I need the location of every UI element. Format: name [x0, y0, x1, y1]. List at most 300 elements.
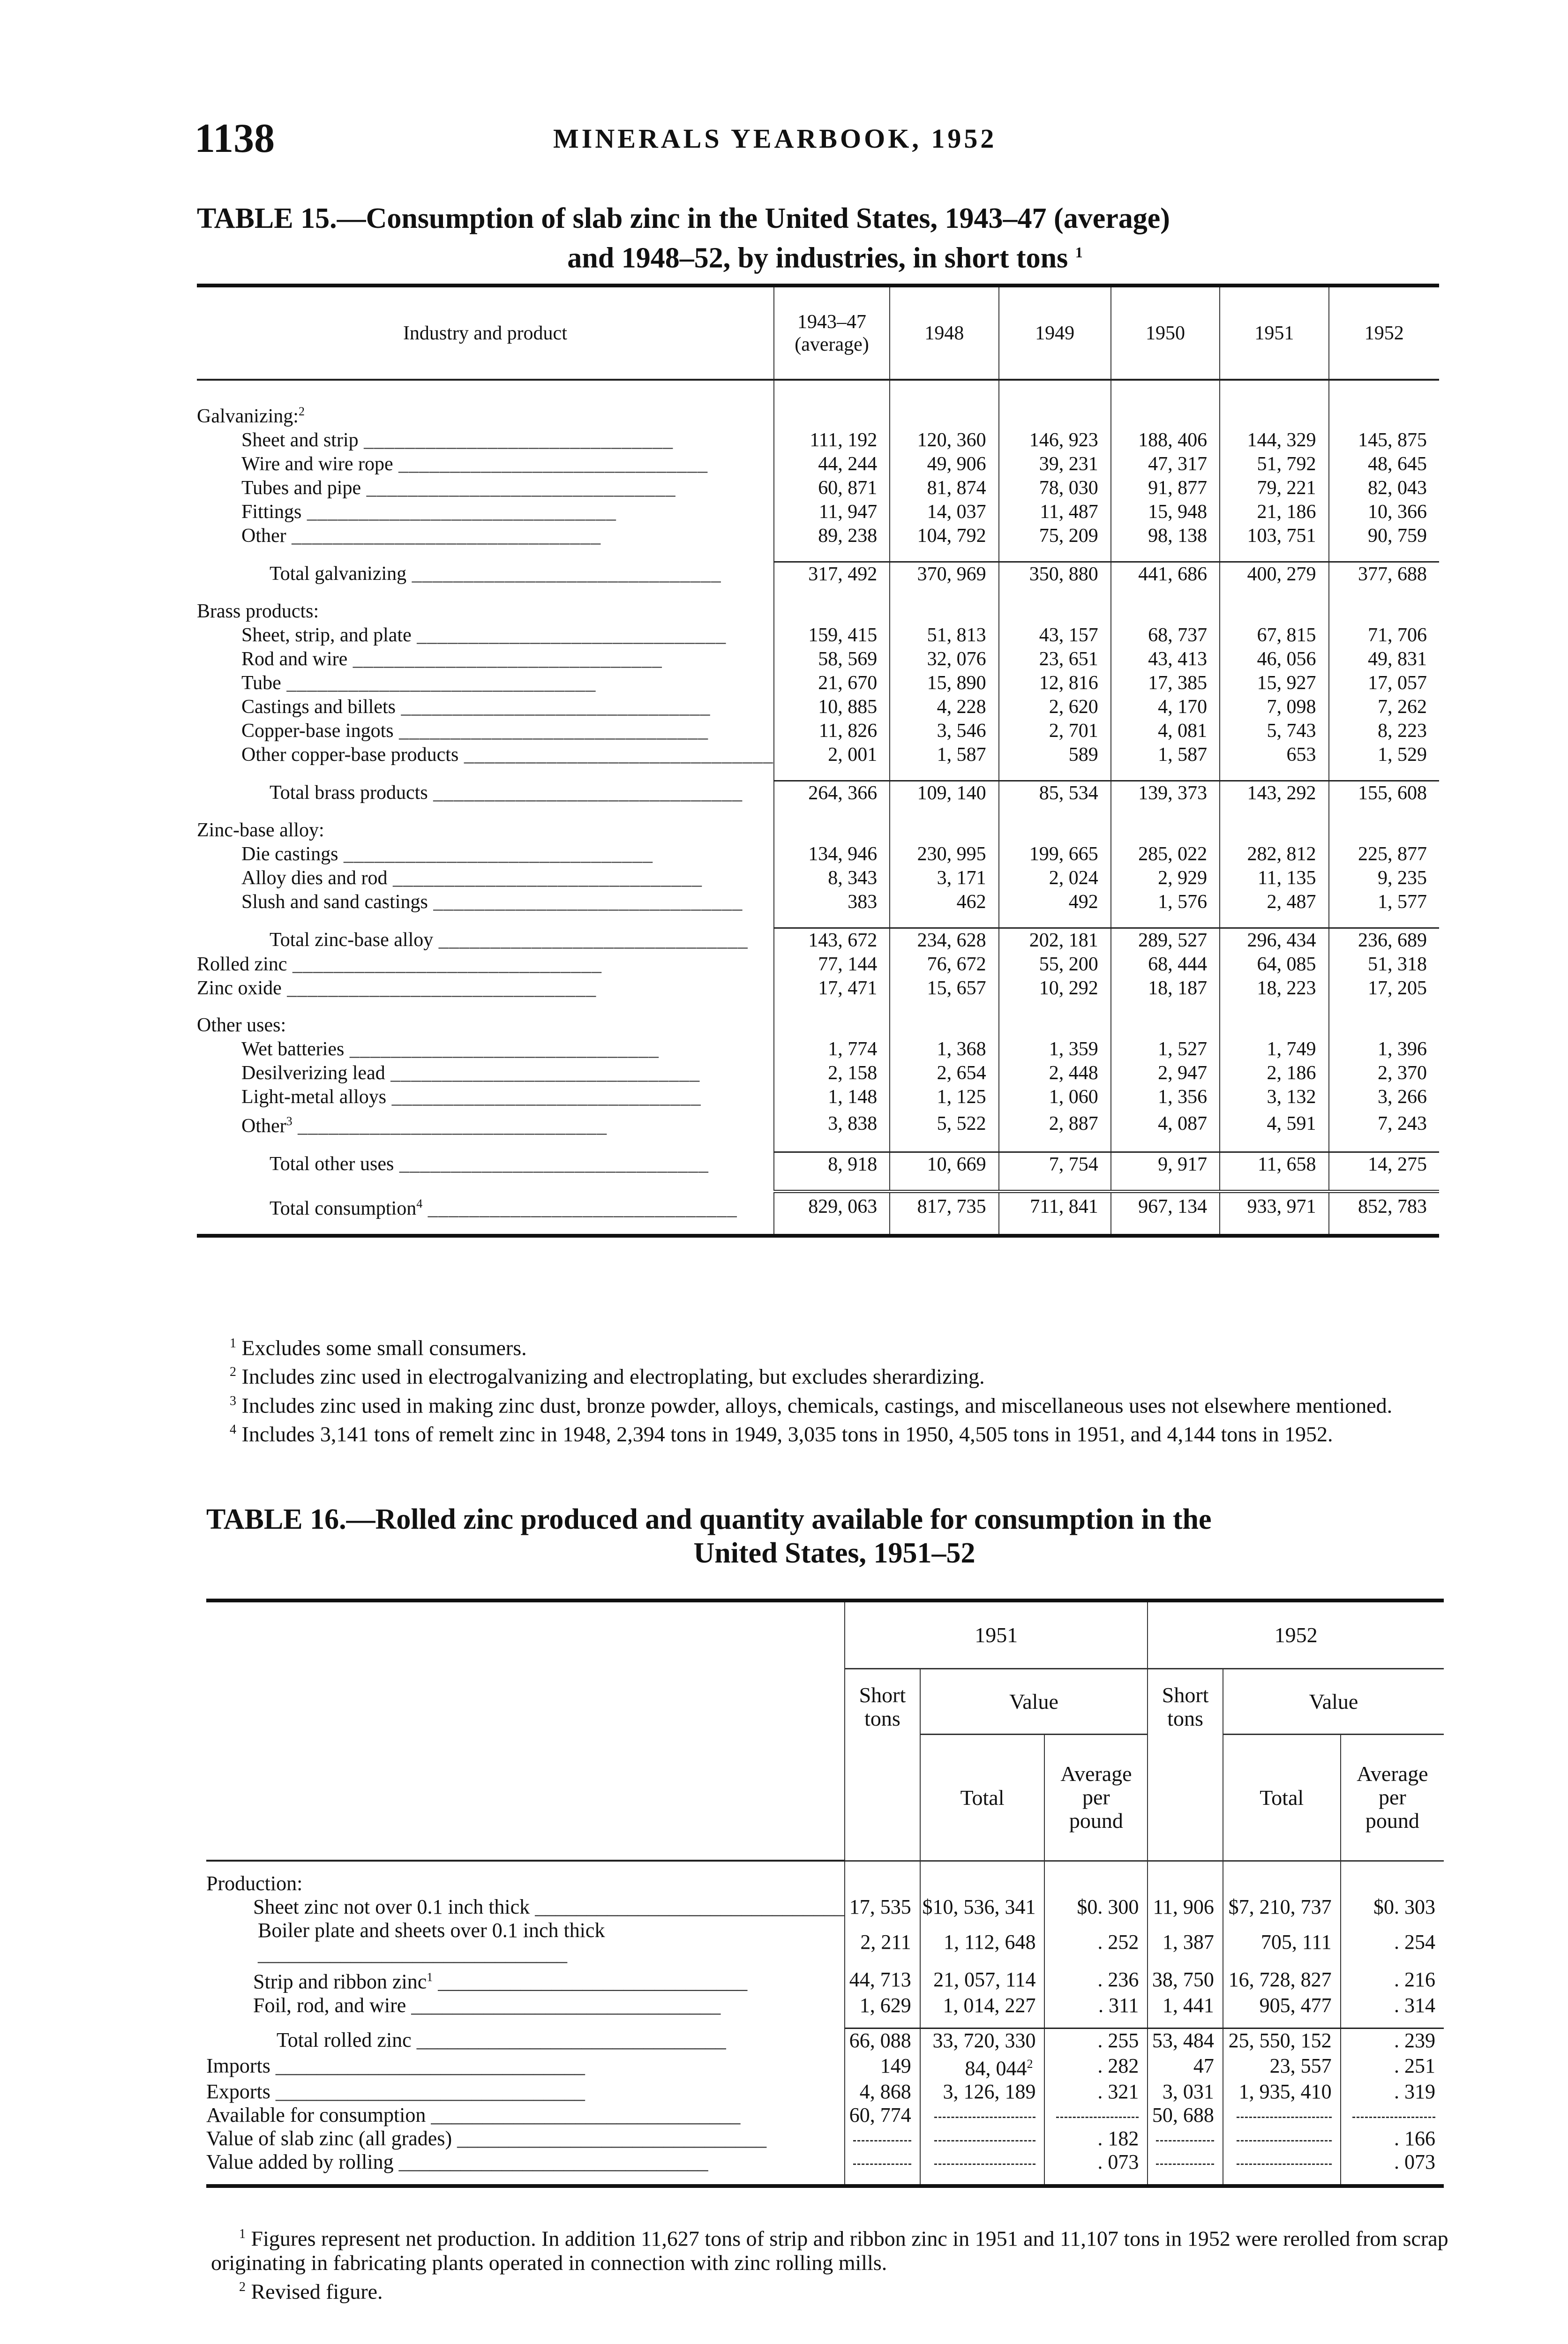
table15 [197, 284, 1439, 1238]
section-heading: Other uses: [197, 1014, 286, 1036]
table-row [197, 524, 1439, 548]
table16-footnotes [211, 2222, 1453, 2304]
table-cell: 49, 831 [1329, 647, 1440, 671]
footnote: $^2$ Includes zinc used in electrogalvanizing and electroplating, but excludes sherardizing. [230, 1364, 985, 1389]
table-cell: 2, 947 [1111, 1061, 1220, 1085]
table-cell: 3, 546 [890, 719, 998, 743]
table-cell: 282, 812 [1220, 842, 1328, 866]
table-row [206, 1919, 1444, 1966]
table-cell [1148, 2127, 1223, 2150]
table-cell: $10, 536, 341 [920, 1895, 1045, 1919]
table-cell: 38, 750 [1148, 1966, 1223, 1994]
footnote: $^1$ Excludes some small consumers. [230, 1336, 527, 1360]
table-cell: 289, 527 [1111, 928, 1220, 953]
table-cell: 139, 373 [1111, 781, 1220, 806]
table-cell: 10, 292 [999, 977, 1111, 1000]
table-cell: 653 [1220, 743, 1328, 767]
table-cell: 2, 620 [999, 695, 1111, 719]
table-cell: 23, 557 [1223, 2052, 1341, 2081]
table-cell: 10, 885 [774, 695, 890, 719]
col-header-1949: 1949 [999, 285, 1111, 380]
table-cell: 7, 098 [1220, 695, 1328, 719]
table-cell: 1, 629 [845, 1994, 920, 2017]
col-header-1948: 1948 [890, 285, 998, 380]
table-cell: 47, 317 [1111, 452, 1220, 476]
table-cell: 1, 368 [890, 1037, 998, 1061]
table-cell: 18, 223 [1220, 977, 1328, 1000]
row-label: Sheet, strip, and plate ______________________________ [241, 624, 727, 646]
table-cell [845, 2127, 920, 2150]
table-cell: . 314 [1341, 1994, 1444, 2017]
table-cell: . 216 [1341, 1966, 1444, 1994]
table-row [197, 719, 1439, 743]
table-row [197, 600, 1439, 624]
table-cell: 90, 759 [1329, 524, 1440, 548]
table-cell: . 251 [1341, 2052, 1444, 2081]
row-label: Available for consumption ______________________________ [206, 2104, 741, 2127]
table16-title [206, 1503, 1463, 1570]
table-cell: 33, 720, 330 [920, 2028, 1045, 2052]
table-row [197, 452, 1439, 476]
table-cell: 2, 211 [845, 1919, 920, 1966]
table-row [197, 1109, 1439, 1138]
table-cell: 44, 713 [845, 1966, 920, 1994]
table-cell: . 254 [1341, 1919, 1444, 1966]
table-cell [920, 2127, 1045, 2150]
table-cell: 3, 132 [1220, 1085, 1328, 1109]
table-row [197, 819, 1439, 842]
table16-stub-header [206, 1600, 845, 1861]
table-row [206, 2052, 1444, 2081]
table-cell [1148, 2150, 1223, 2174]
table-cell: 75, 209 [999, 524, 1111, 548]
table-cell: . 073 [1044, 2150, 1148, 2174]
table-cell: 79, 221 [1220, 476, 1328, 500]
row-label: Strip and ribbon zinc$^1$ ______________________________ [253, 1970, 748, 1993]
table-cell: 60, 774 [845, 2104, 920, 2127]
table-cell: . 321 [1044, 2080, 1148, 2104]
table-cell: 2, 448 [999, 1061, 1111, 1085]
table-cell: 68, 737 [1111, 624, 1220, 647]
table-cell: 3, 031 [1148, 2080, 1223, 2104]
table-cell: 1, 148 [774, 1085, 890, 1109]
table-cell: 43, 413 [1111, 647, 1220, 671]
table-cell: 144, 329 [1220, 428, 1328, 452]
table-cell: $0. 300 [1044, 1895, 1148, 1919]
table-row [197, 866, 1439, 890]
table-cell: 21, 670 [774, 671, 890, 695]
table-cell: 12, 816 [999, 671, 1111, 695]
col-header-avg-1952: Average per pound [1341, 1734, 1444, 1861]
row-label: Fittings ______________________________ [241, 501, 616, 523]
table-cell: 32, 076 [890, 647, 998, 671]
table-cell: 9, 917 [1111, 1152, 1220, 1177]
row-label: Value of slab zinc (all grades) ______________________________ [206, 2127, 767, 2150]
row-label: Desilverizing lead ______________________________ [241, 1062, 700, 1084]
table-cell: . 311 [1044, 1994, 1148, 2017]
table-row [197, 1085, 1439, 1109]
table-cell: 492 [999, 890, 1111, 914]
table-cell: 1, 577 [1329, 890, 1440, 914]
table-cell: 3, 171 [890, 866, 998, 890]
table-cell: . 236 [1044, 1966, 1148, 1994]
table15-title-line1: TABLE 15.—Consumption of slab zinc in the United States, 1943–47 (average) [197, 203, 1170, 234]
table-row [197, 1037, 1439, 1061]
table-cell: 2, 701 [999, 719, 1111, 743]
row-label: Total brass products ______________________________ [270, 782, 743, 804]
table-cell: 377, 688 [1329, 562, 1440, 587]
table-cell: 25, 550, 152 [1223, 2028, 1341, 2052]
table-row [206, 1872, 1444, 1895]
table-cell: 400, 279 [1220, 562, 1328, 587]
row-label: Tubes and pipe ______________________________ [241, 477, 676, 499]
table-cell: 77, 144 [774, 953, 890, 977]
table-cell: 1, 587 [890, 743, 998, 767]
table-cell: $0. 303 [1341, 1895, 1444, 1919]
table-row [206, 2150, 1444, 2174]
table-cell: 44, 244 [774, 452, 890, 476]
table-cell: 705, 111 [1223, 1919, 1341, 1966]
col-header-total-1951: Total [920, 1734, 1045, 1861]
row-label: Total galvanizing ______________________________ [270, 563, 721, 585]
table-cell: 1, 112, 648 [920, 1919, 1045, 1966]
table-cell: 317, 492 [774, 562, 890, 587]
table-cell: 15, 657 [890, 977, 998, 1000]
table-row [197, 695, 1439, 719]
table-cell: 10, 366 [1329, 500, 1440, 524]
table-row [197, 1152, 1439, 1177]
col-header-1952: 1952 [1148, 1600, 1444, 1668]
section-heading: Galvanizing:$^2$ [197, 405, 305, 427]
table-row [206, 2127, 1444, 2150]
col-header-1951: 1951 [845, 1600, 1148, 1668]
footnote: $^4$ Includes 3,141 tons of remelt zinc in 1948, 2,394 tons in 1949, 3,035 tons in 1950, 4,505 tons in 1951, and 4,144 tons in 1952. [230, 1422, 1333, 1446]
table-cell: . 182 [1044, 2127, 1148, 2150]
table-cell: 60, 871 [774, 476, 890, 500]
table-cell: 7, 262 [1329, 695, 1440, 719]
table-cell: 17, 205 [1329, 977, 1440, 1000]
table-cell: 2, 887 [999, 1109, 1111, 1138]
row-label: Total consumption$^4$ ______________________________ [270, 1196, 737, 1219]
table-row [206, 1994, 1444, 2017]
table-cell: 78, 030 [999, 476, 1111, 500]
table-cell: 285, 022 [1111, 842, 1220, 866]
table-cell: 2, 929 [1111, 866, 1220, 890]
table-cell: 143, 292 [1220, 781, 1328, 806]
table-cell: 2, 487 [1220, 890, 1328, 914]
table-cell: 2, 024 [999, 866, 1111, 890]
table-row [197, 953, 1439, 977]
table-row [197, 1192, 1439, 1221]
section-heading: Production: [206, 1872, 303, 1895]
table-cell: 2, 158 [774, 1061, 890, 1085]
row-label: Wire and wire rope ______________________________ [241, 453, 708, 475]
table-cell: 91, 877 [1111, 476, 1220, 500]
table-cell: . 166 [1341, 2127, 1444, 2150]
table-cell: 21, 057, 114 [920, 1966, 1045, 1994]
table-row [197, 399, 1439, 428]
table-row [206, 1966, 1444, 1994]
col-header-industry: Industry and product [197, 285, 774, 380]
table-cell: 11, 906 [1148, 1895, 1223, 1919]
table-cell: 15, 948 [1111, 500, 1220, 524]
table-cell: . 319 [1341, 2080, 1444, 2104]
row-label: Castings and billets ______________________________ [241, 696, 711, 718]
table-cell: 5, 743 [1220, 719, 1328, 743]
table-cell: 64, 085 [1220, 953, 1328, 977]
table15-header-row [197, 285, 1439, 380]
table-cell: 82, 043 [1329, 476, 1440, 500]
row-label: Zinc oxide ______________________________ [197, 977, 597, 999]
section-heading: Zinc-base alloy: [197, 819, 324, 841]
row-label: Total rolled zinc ______________________________ [277, 2028, 726, 2051]
table-cell: 905, 477 [1223, 1994, 1341, 2017]
table-cell: 933, 971 [1220, 1192, 1328, 1221]
table-cell: 46, 056 [1220, 647, 1328, 671]
table-cell: 17, 471 [774, 977, 890, 1000]
table-cell [1223, 2127, 1341, 2150]
table-cell: 81, 874 [890, 476, 998, 500]
table-cell: 51, 792 [1220, 452, 1328, 476]
row-label: Other$^3$ ______________________________ [241, 1114, 608, 1137]
table-cell: 1, 576 [1111, 890, 1220, 914]
table-row [206, 2028, 1444, 2052]
table-cell: 350, 880 [999, 562, 1111, 587]
table-cell: 2, 370 [1329, 1061, 1440, 1085]
table-cell: 1, 527 [1111, 1037, 1220, 1061]
table-cell: 711, 841 [999, 1192, 1111, 1221]
table15-title-line2: and 1948–52, by industries, in short tons [567, 242, 1068, 274]
table-row [206, 1895, 1444, 1919]
table-cell: 829, 063 [774, 1192, 890, 1221]
row-label: Total zinc-base alloy ______________________________ [270, 929, 748, 951]
table-cell: 188, 406 [1111, 428, 1220, 452]
table-cell: 1, 060 [999, 1085, 1111, 1109]
table-row [197, 671, 1439, 695]
table-cell: 4, 081 [1111, 719, 1220, 743]
row-label: Sheet and strip ______________________________ [241, 429, 674, 451]
table-row [206, 2080, 1444, 2104]
table-cell: 134, 946 [774, 842, 890, 866]
running-title: MINERALS YEARBOOK, 1952 [553, 123, 997, 154]
table-cell: 21, 186 [1220, 500, 1328, 524]
table-cell: 2, 001 [774, 743, 890, 767]
row-label: Slush and sand castings ______________________________ [241, 891, 743, 913]
table-cell: 4, 868 [845, 2080, 920, 2104]
table-cell: 199, 665 [999, 842, 1111, 866]
footnote: $^2$ Revised figure. [239, 2279, 383, 2304]
table-cell: 11, 487 [999, 500, 1111, 524]
table-cell: 11, 947 [774, 500, 890, 524]
table-cell: 234, 628 [890, 928, 998, 953]
table-cell: 67, 815 [1220, 624, 1328, 647]
table-row [197, 977, 1439, 1000]
row-label: Other ______________________________ [241, 525, 601, 547]
table-cell: 16, 728, 827 [1223, 1966, 1341, 1994]
table-cell: 1, 359 [999, 1037, 1111, 1061]
table-cell: 4, 087 [1111, 1109, 1220, 1138]
col-header-total-1952: Total [1223, 1734, 1341, 1861]
col-header-short-tons-1952: Short tons [1148, 1668, 1223, 1861]
table-cell: $7, 210, 737 [1223, 1895, 1341, 1919]
table-cell: 2, 186 [1220, 1061, 1328, 1085]
table-cell: 11, 135 [1220, 866, 1328, 890]
table-cell: . 239 [1341, 2028, 1444, 2052]
table-cell: 1, 387 [1148, 1919, 1223, 1966]
table-cell: 7, 243 [1329, 1109, 1440, 1138]
page-number: 1138 [195, 116, 275, 161]
table-row [197, 500, 1439, 524]
row-label: Value added by rolling ______________________________ [206, 2150, 708, 2174]
table-cell: 202, 181 [999, 928, 1111, 953]
table-row [206, 2104, 1444, 2127]
table-cell: 76, 672 [890, 953, 998, 977]
table-cell: 71, 706 [1329, 624, 1440, 647]
table-cell: 3, 838 [774, 1109, 890, 1138]
table-cell: 84, $044^2$ [920, 2052, 1045, 2081]
table-cell: 143, 672 [774, 928, 890, 953]
table-cell: 39, 231 [999, 452, 1111, 476]
row-label: Rolled zinc ______________________________ [197, 954, 602, 975]
table-cell: 817, 735 [890, 1192, 998, 1221]
table-cell: 104, 792 [890, 524, 998, 548]
table-cell: 51, 318 [1329, 953, 1440, 977]
footnote: $^3$ Includes zinc used in making zinc dust, bronze powder, alloys, chemicals, castings, and miscellaneous uses not elsewhere mentioned. [230, 1393, 1393, 1417]
row-label: Copper-base ingots ______________________________ [241, 720, 709, 742]
table-cell: 17, 057 [1329, 671, 1440, 695]
col-header-value-1952: Value [1223, 1668, 1444, 1734]
table-cell: 51, 813 [890, 624, 998, 647]
table-cell: 1, 125 [890, 1085, 998, 1109]
table-row [197, 1014, 1439, 1037]
table-row [197, 562, 1439, 587]
table-cell: 14, 037 [890, 500, 998, 524]
table-cell: 967, 134 [1111, 1192, 1220, 1221]
table-cell: 85, 534 [999, 781, 1111, 806]
table-cell: 68, 444 [1111, 953, 1220, 977]
row-label: Light-metal alloys ______________________________ [241, 1086, 701, 1108]
row-label: Total other uses ______________________________ [270, 1153, 709, 1175]
table-cell: 11, 658 [1220, 1152, 1328, 1177]
table-cell: . 255 [1044, 2028, 1148, 2052]
table-cell: 383 [774, 890, 890, 914]
footnote: $^1$ Figures represent net production. In addition 11,627 tons of strip and ribbon zinc in 1951 and 11,107 tons in 1952 were rerolled from scrap originating in fabricating plants operated in connection with zinc rolling mills. [211, 2226, 1448, 2275]
table-cell: 14, 275 [1329, 1152, 1440, 1177]
table-cell: 4, 591 [1220, 1109, 1328, 1138]
table-cell: 230, 995 [890, 842, 998, 866]
table-cell: 2, 654 [890, 1061, 998, 1085]
table-cell: 1, 774 [774, 1037, 890, 1061]
table-cell: 159, 415 [774, 624, 890, 647]
table-cell: 1, 935, 410 [1223, 2080, 1341, 2104]
table15-title [197, 202, 1453, 275]
table-cell [1341, 2104, 1444, 2127]
table-cell: . 073 [1341, 2150, 1444, 2174]
table-cell [1223, 2104, 1341, 2127]
table-row [197, 890, 1439, 914]
table-row [197, 428, 1439, 452]
row-label: Boiler plate and sheets over 0.1 inch thick ______________________________ [258, 1919, 605, 1965]
table-row [197, 647, 1439, 671]
table-cell [1223, 2150, 1341, 2174]
row-label: Wet batteries ______________________________ [241, 1038, 659, 1060]
table-row [197, 476, 1439, 500]
col-header-value-1951: Value [920, 1668, 1148, 1734]
col-header-short-tons-1951: Short tons [845, 1668, 920, 1861]
table-cell: 1, 749 [1220, 1037, 1328, 1061]
table-cell: . 252 [1044, 1919, 1148, 1966]
table16-title-line2: United States, 1951–52 [693, 1537, 975, 1569]
table-cell [845, 2150, 920, 2174]
table-cell: 43, 157 [999, 624, 1111, 647]
table-cell: 17, 385 [1111, 671, 1220, 695]
table16-title-line1: TABLE 16.—Rolled zinc produced and quantity available for consumption in the [206, 1503, 1212, 1535]
row-label: Foil, rod, and wire ______________________________ [253, 1993, 721, 2017]
table-cell: 53, 484 [1148, 2028, 1223, 2052]
table15-title-footnote: 1 [1075, 244, 1083, 261]
row-label: Rod and wire ______________________________ [241, 648, 662, 670]
table-cell: 1, 396 [1329, 1037, 1440, 1061]
table-cell: . 282 [1044, 2052, 1148, 2081]
table-cell: 7, 754 [999, 1152, 1111, 1177]
row-label: Sheet zinc not over 0.1 inch thick ______________________________ [253, 1895, 845, 1918]
row-label: Tube ______________________________ [241, 672, 596, 694]
col-header-1952: 1952 [1329, 285, 1440, 380]
table-row [197, 743, 1439, 767]
table-cell: 109, 140 [890, 781, 998, 806]
table-cell [1044, 2104, 1148, 2127]
table-cell: 370, 969 [890, 562, 998, 587]
table-cell: 11, 826 [774, 719, 890, 743]
table-cell: 89, 238 [774, 524, 890, 548]
section-heading: Brass products: [197, 601, 319, 622]
table-cell: 1, 014, 227 [920, 1994, 1045, 2017]
table-cell: 589 [999, 743, 1111, 767]
row-label: Other copper-base products ______________________________ [241, 744, 773, 766]
table-cell: 145, 875 [1329, 428, 1440, 452]
table-cell: 1, 356 [1111, 1085, 1220, 1109]
table-cell: 66, 088 [845, 2028, 920, 2052]
col-header-avg: 1943–47 (average) [774, 285, 890, 380]
table-cell: 50, 688 [1148, 2104, 1223, 2127]
table-cell: 23, 651 [999, 647, 1111, 671]
table-row [197, 842, 1439, 866]
table-cell: 98, 138 [1111, 524, 1220, 548]
table-cell: 18, 187 [1111, 977, 1220, 1000]
table-cell [920, 2150, 1045, 2174]
table-row [197, 624, 1439, 647]
table-row [197, 781, 1439, 806]
table-cell: 264, 366 [774, 781, 890, 806]
table-cell: 1, 529 [1329, 743, 1440, 767]
row-label: Die castings ______________________________ [241, 843, 653, 865]
table-cell: 103, 751 [1220, 524, 1328, 548]
table-cell: 15, 890 [890, 671, 998, 695]
col-header-1951: 1951 [1220, 285, 1328, 380]
table-cell: 1, 587 [1111, 743, 1220, 767]
table-cell: 15, 927 [1220, 671, 1328, 695]
table-cell: 236, 689 [1329, 928, 1440, 953]
table-cell: 10, 669 [890, 1152, 998, 1177]
table-cell: 8, 918 [774, 1152, 890, 1177]
col-header-avg-1951: Average per pound [1044, 1734, 1148, 1861]
table-cell: 155, 608 [1329, 781, 1440, 806]
table-cell: 462 [890, 890, 998, 914]
table-cell: 58, 569 [774, 647, 890, 671]
table-cell: 4, 170 [1111, 695, 1220, 719]
row-label: Imports ______________________________ [206, 2054, 585, 2078]
table-cell: 225, 877 [1329, 842, 1440, 866]
